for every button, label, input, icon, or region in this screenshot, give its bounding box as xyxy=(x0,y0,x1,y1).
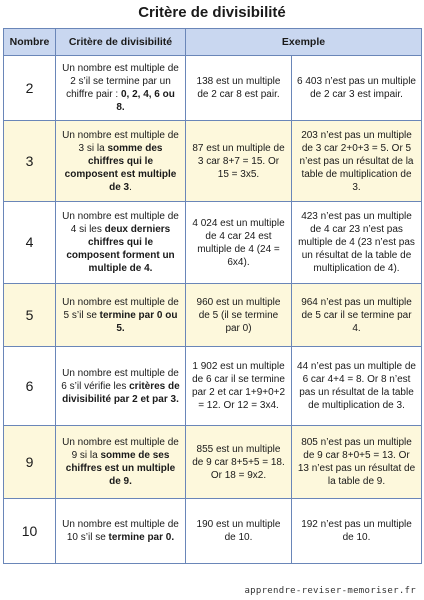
row-example-false: 6 403 n’est pas un multiple de 2 car 3 est impair. xyxy=(292,56,422,121)
row-number: 6 xyxy=(4,347,56,426)
table-row xyxy=(4,347,422,426)
row-example-false: 192 n’est pas un multiple de 10. xyxy=(292,499,422,564)
row-example-true: 138 est un multiple de 2 car 8 est pair. xyxy=(186,56,292,121)
row-number: 10 xyxy=(4,499,56,564)
row-example-true: 4 024 est un multiple de 4 car 24 est multiple de 4 (24 = 6x4). xyxy=(186,202,292,284)
row-criterion: Un nombre est multiple de 2 s’il se termine par un chiffre pair : 0, 2, 4, 6 ou 8. xyxy=(56,56,186,121)
row-number: 2 xyxy=(4,56,56,121)
row-criterion: Un nombre est multiple de 3 si la somme des chiffres qui le composent est multiple de 3. xyxy=(56,121,186,202)
row-criterion: Un nombre est multiple de 5 s’il se termine par 0 ou 5. xyxy=(56,284,186,347)
row-example-true: 960 est un multiple de 5 (il se termine par 0) xyxy=(186,284,292,347)
row-number: 9 xyxy=(4,426,56,499)
site-watermark: apprendre-reviser-memoriser.fr xyxy=(244,586,416,596)
row-example-false: 964 n’est pas un multiple de 5 car il se termine par 4. xyxy=(292,284,422,347)
table-row xyxy=(4,499,422,564)
row-number: 5 xyxy=(4,284,56,347)
row-number: 4 xyxy=(4,202,56,284)
row-example-false: 203 n’est pas un multiple de 3 car 2+0+3 = 5. Or 5 n’est pas un résultat de la table de multiplication de 3. xyxy=(292,121,422,202)
header-example: Exemple xyxy=(186,29,422,56)
table-row xyxy=(4,284,422,347)
row-criterion: Un nombre est multiple de 10 s’il se termine par 0. xyxy=(56,499,186,564)
row-criterion: Un nombre est multiple de 4 si les deux derniers chiffres qui le composent forment un multiple de 4. xyxy=(56,202,186,284)
row-number: 3 xyxy=(4,121,56,202)
row-criterion: Un nombre est multiple de 9 si la somme de ses chiffres est un multiple de 9. xyxy=(56,426,186,499)
row-example-false: 44 n’est pas un multiple de 6 car 4+4 = 8. Or 8 n’est pas un résultat de la table de multiplication de 3. xyxy=(292,347,422,426)
table-row xyxy=(4,202,422,284)
row-criterion: Un nombre est multiple de 6 s’il vérifie les critères de divisibilité par 2 et par 3. xyxy=(56,347,186,426)
table-row xyxy=(4,121,422,202)
row-example-false: 423 n’est pas un multiple de 4 car 23 n’est pas multiple de 4 (23 n’est pas un résultat de la table de multiplication de 4). xyxy=(292,202,422,284)
table-header-row xyxy=(4,29,422,56)
header-criterion: Critère de divisibilité xyxy=(56,29,186,56)
row-example-false: 805 n’est pas un multiple de 9 car 8+0+5 = 13. Or 13 n’est pas un résultat de la table de 9. xyxy=(292,426,422,499)
page-title: Critère de divisibilité xyxy=(138,4,286,21)
row-example-true: 1 902 est un multiple de 6 car il se termine par 2 et car 1+9+0+2 = 12. Or 12 = 3x4. xyxy=(186,347,292,426)
table-row xyxy=(4,56,422,121)
row-example-true: 855 est un multiple de 9 car 8+5+5 = 18. Or 18 = 9x2. xyxy=(186,426,292,499)
divisibility-table xyxy=(3,28,422,564)
row-example-true: 190 est un multiple de 10. xyxy=(186,499,292,564)
header-number: Nombre xyxy=(4,29,56,56)
table-row xyxy=(4,426,422,499)
row-example-true: 87 est un multiple de 3 car 8+7 = 15. Or 15 = 3x5. xyxy=(186,121,292,202)
